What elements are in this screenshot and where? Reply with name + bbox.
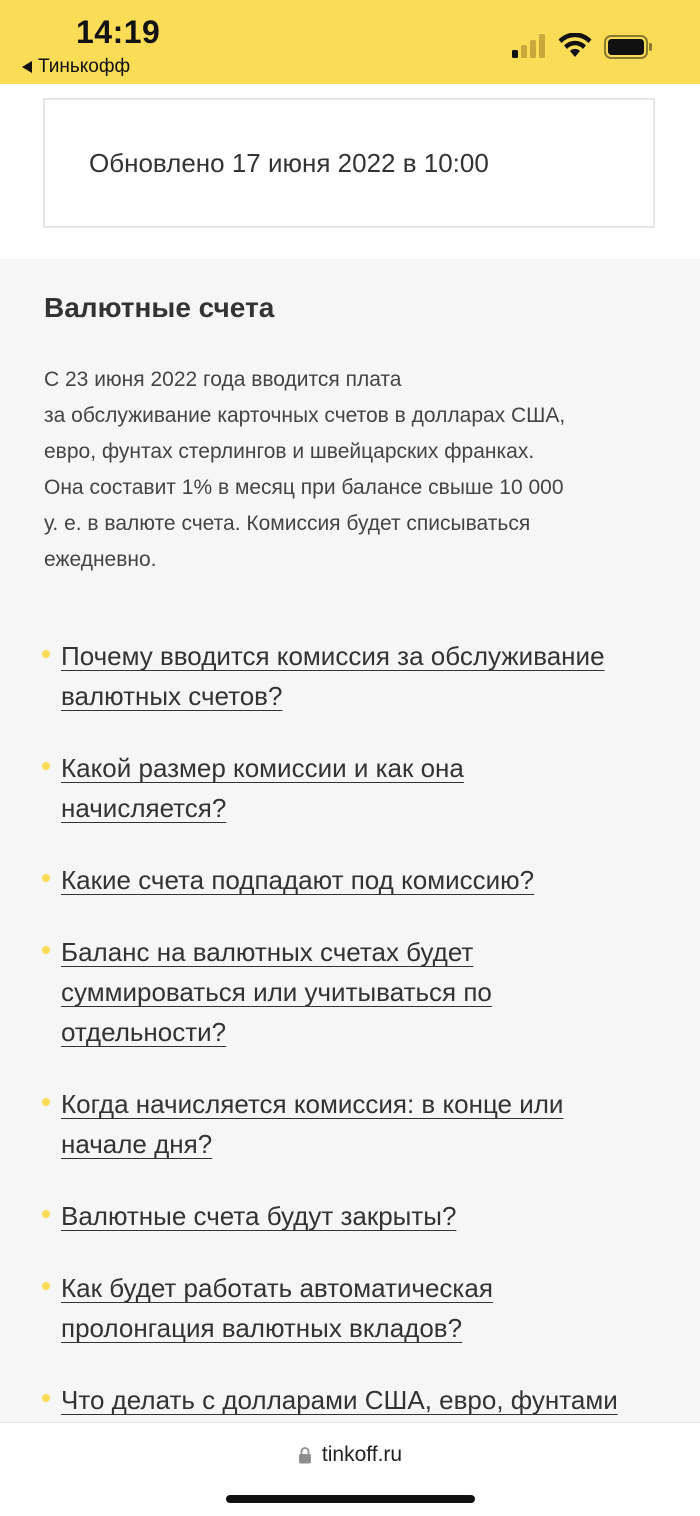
bullet-icon [42, 1098, 50, 1106]
intro-line: у. е. в валюте счета. Комиссия будет списываться [44, 512, 531, 535]
faq-link-balance-summing[interactable] [61, 932, 670, 1052]
faq-link-line: Почему вводится комиссия за обслуживание [61, 641, 605, 671]
intro-line: Она составит 1% в месяц при балансе свыше 10 000 [44, 476, 564, 499]
faq-link-line: Что делать с долларами США, евро, фунтами [61, 1385, 618, 1415]
faq-link-what-to-do[interactable] [61, 1380, 670, 1420]
lock-icon [298, 1446, 312, 1464]
faq-link-when-charged[interactable] [61, 1084, 670, 1164]
faq-link-line: начале дня? [61, 1129, 213, 1159]
battery-icon [604, 35, 654, 59]
status-time: 14:19 [76, 14, 161, 50]
faq-item [0, 748, 700, 828]
intro-line: ежедневно. [44, 548, 157, 571]
bullet-icon [42, 1394, 50, 1402]
back-arrow-icon [22, 61, 32, 73]
bullet-icon [42, 1282, 50, 1290]
faq-link-why-fee[interactable] [61, 636, 670, 716]
faq-link-line: пролонгация валютных вкладов? [61, 1313, 463, 1343]
faq-link-deposit-prolongation[interactable] [61, 1268, 670, 1348]
update-section [0, 84, 700, 259]
update-card [43, 98, 655, 228]
faq-link-which-accounts[interactable] [61, 860, 670, 900]
faq-link-line: Какой размер комиссии и как она [61, 753, 464, 783]
faq-item [0, 1268, 700, 1348]
faq-link-fee-size[interactable] [61, 748, 670, 828]
faq-link-line: Баланс на валютных счетах будет [61, 937, 474, 967]
browser-bottom-bar [0, 1422, 700, 1516]
address-bar[interactable] [0, 1443, 700, 1467]
home-indicator[interactable] [226, 1495, 475, 1503]
intro-line: евро, фунтах стерлингов и швейцарских франках. [44, 440, 535, 463]
url-text: tinkoff.ru [321, 1443, 403, 1466]
faq-link-line: валютных счетов? [61, 681, 283, 711]
bullet-icon [42, 874, 50, 882]
bullet-icon [42, 650, 50, 658]
faq-link-line: отдельности? [61, 1017, 227, 1047]
faq-item [0, 1380, 700, 1420]
faq-link-line: Какие счета подпадают под комиссию? [61, 865, 535, 895]
faq-link-accounts-closed[interactable] [61, 1196, 670, 1236]
faq-item [0, 860, 700, 900]
section-title: Валютные счета [44, 292, 275, 323]
intro-line: С 23 июня 2022 года вводится плата [44, 368, 402, 391]
bullet-icon [42, 762, 50, 770]
signal-icon [511, 34, 547, 58]
back-to-app-link[interactable] [22, 56, 130, 78]
bullet-icon [42, 946, 50, 954]
status-bar [0, 0, 700, 84]
bullet-icon [42, 1210, 50, 1218]
faq-link-line: Валютные счета будут закрыты? [61, 1201, 457, 1231]
back-app-label: Тинькофф [38, 56, 131, 77]
faq-list [0, 636, 700, 1452]
faq-link-line: суммироваться или учитываться по [61, 977, 492, 1007]
faq-link-line: Как будет работать автоматическая [61, 1273, 493, 1303]
faq-item [0, 1084, 700, 1164]
faq-item [0, 932, 700, 1052]
faq-link-line: Когда начисляется комиссия: в конце или [61, 1089, 564, 1119]
faq-link-line: начисляется? [61, 793, 227, 823]
faq-item [0, 1196, 700, 1236]
intro-line: за обслуживание карточных счетов в долларах США, [44, 404, 566, 427]
wifi-icon [558, 33, 592, 59]
updated-date-text: Обновлено 17 июня 2022 в 10:00 [89, 148, 489, 178]
intro-paragraph [44, 362, 664, 578]
faq-item [0, 636, 700, 716]
